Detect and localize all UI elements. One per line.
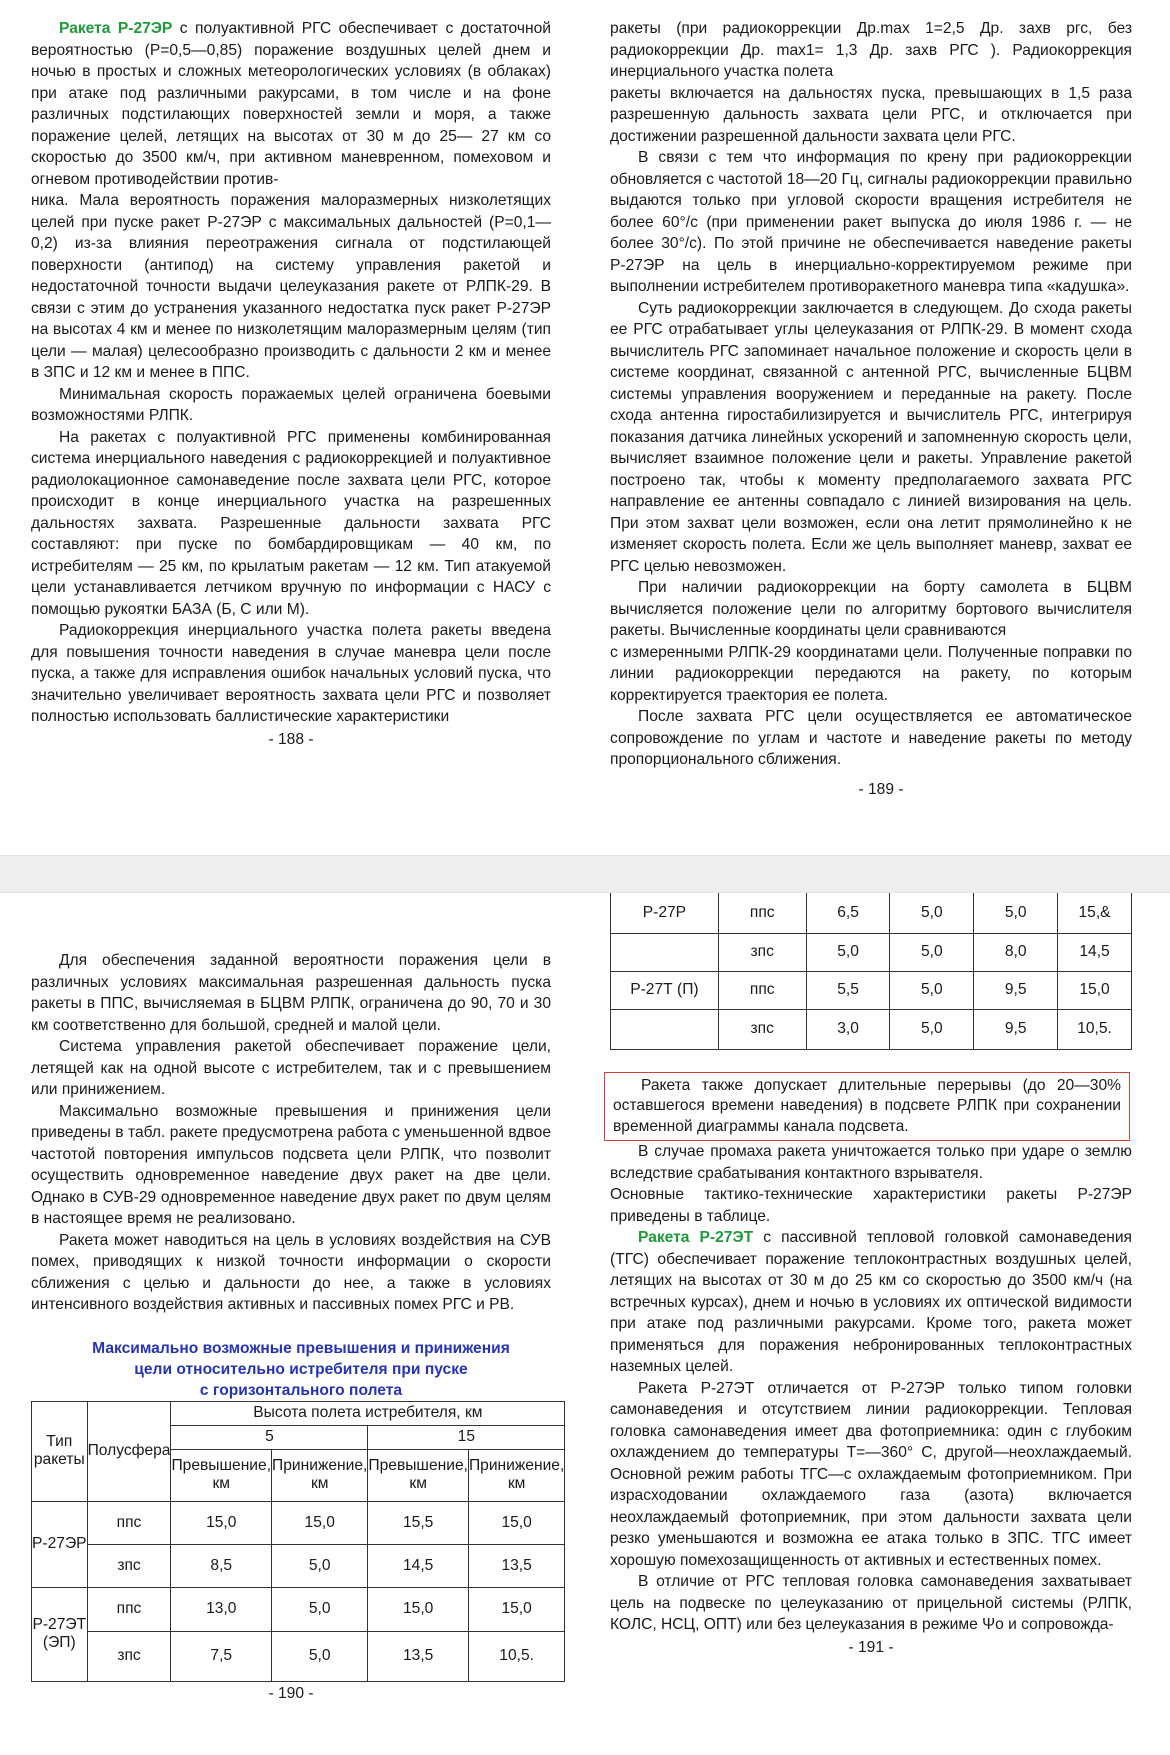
bottom-spread xyxy=(0,893,1170,1755)
paragraph: Основные тактико-технические характеристики ракеты Р-27ЭР приведены в таблице. xyxy=(610,1186,1132,1225)
missile-name-r27et: Ракета Р-27ЭТ xyxy=(638,1229,754,1246)
header-excess: Превышение, км xyxy=(368,1449,469,1501)
missile-name-r27er: Ракета Р-27ЭР xyxy=(59,20,173,37)
table-row: Р-27ЭТ (ЭП) ппс 13,0 5,0 15,0 15,0 xyxy=(32,1587,565,1631)
header-excess: Превышение, км xyxy=(171,1449,272,1501)
table-row: Р-27ЭР ппс 15,0 15,0 15,5 15,0 xyxy=(32,1501,565,1544)
table-row: Р-27Т (П) ппс 5,5 5,0 9,5 15,0 xyxy=(611,971,1132,1009)
paragraph: При наличии радиокоррекции на борту самолета в БЦВМ вычисляется положение цели по алгоритму бортового вычислителя ракеты. Вычисленные координаты цели сравниваются xyxy=(610,579,1132,639)
paragraph: Система управления ракетой обеспечивает поражение цели, летящей как на одной высоте с истребителем, так и с превышением или принижением. xyxy=(31,1038,551,1098)
table-row: зпс 3,0 5,0 9,5 10,5. xyxy=(611,1009,1132,1049)
paragraph: Ракета Р-27ЭТ с пассивной тепловой головкой самонаведения (ТГС) обеспечивает поражение теплоконтрастных воздушных целей, летящих на высотах от 30 м до 25 км со скоростью до 3500 км/ч (на встречных курсах), днем и ночью в условиях их оптической видимости при атаке под различными ракурсами. Кроме того, ракета может применяться для поражения небронированных теплоконтрастных наземных целей. xyxy=(610,1229,1133,1375)
header-missile-type: Тип ракеты xyxy=(32,1401,88,1501)
header-alt-15: 15 xyxy=(368,1425,565,1449)
paragraph: с измеренными РЛПК-29 координатами цели. Полученные поправки по линии радиокоррекции передаются на ракету, по которым корректируется траектория ее полета. xyxy=(610,643,1132,704)
page-number: - 191 - xyxy=(848,1638,894,1656)
page-190 xyxy=(31,950,565,1705)
table-row: зпс 5,0 5,0 8,0 14,5 xyxy=(611,933,1132,971)
page-189 xyxy=(610,18,1132,801)
altitude-table xyxy=(31,1401,565,1682)
top-spread xyxy=(0,0,1170,855)
header-altitude: Высота полета истребителя, км xyxy=(171,1401,565,1425)
highlighted-note: Ракета также допускает длительные перерывы (до 20—30% оставшегося времени наведения) в подсвете РЛПК при сохранении временной диаграммы канала подсвета. xyxy=(604,1072,1130,1142)
altitude-table-continued xyxy=(610,893,1132,1050)
table-title: Максимально возможные превышения и принижения цели относительно истребителя при пуске с горизонтального полета xyxy=(92,1339,510,1399)
paragraph: Ракета Р-27ЭТ отличается от Р-27ЭР только типом головки самонаведения и отсутствием линии радиокоррекции. Тепловая головка самонаведения имеет два фотоприемника: один с глубоким охлаждением до температуры Т=—360° С, другой—неохлаждаемый. Основной режим работы ТГС—с охлаждаемым фотоприемником. При израсходовании охлаждаемого газа (азота) включается неохлаждаемый фотоприемник, при этом дальности захвата цели резко уменьшаются и возможна ее атака только в ЗПС. ТГС имеет хорошую помехозащищенность от активных и естественных помех. xyxy=(610,1379,1132,1569)
header-deficit: Принижение, км xyxy=(272,1449,368,1501)
page-188 xyxy=(31,18,551,751)
paragraph: ракеты (при радиокоррекции Др.max 1=2,5 Др. захв ргс, без радиокоррекции Др. max1= 1,3 Др. захв РГС ). Радиокоррекция инерциального участка полета xyxy=(610,20,1132,80)
paragraph: В отличие от РГС тепловая головка самонаведения захватывает цель на подвеске по целеуказанию от прицельной системы (РЛПК, КОЛС, НСЦ, ОПТ) или без целеуказания в режиме Ψо и сопровожда- xyxy=(610,1573,1132,1633)
header-hemisphere: Полусфера xyxy=(87,1401,171,1501)
header-deficit: Принижение, км xyxy=(468,1449,564,1501)
page-number: - 190 - xyxy=(268,1684,314,1702)
paragraph: Ракета Р-27ЭР с полуактивной РГС обеспечивает с достаточной вероятностью (Р=0,5—0,85) поражение воздушных целей днем и ночью в простых и сложных метеорологических условиях (в облаках) при атаке под различными ракурсами, в том числе и на фоне различных подстилающих поверхностей земли и моря, а также поражение целей, летящих на высотах от 30 м до 25— 27 км со скоростью до 3500 км/ч, при активном маневренном, помеховом и огневом противодействии против- xyxy=(31,20,552,188)
table-row: зпс 7,5 5,0 13,5 10,5. xyxy=(32,1631,565,1681)
page-191 xyxy=(610,893,1132,1659)
paragraph: Максимально возможные превышения и принижения цели приведены в табл. ракете предусмотрена работа с уменьшенной вдвое частотой повторения импульсов подсвета цели РЛПК, что позволит осуществить одновременное наведение двух ракет на две цели. Однако в СУВ-29 одновременное наведение двух ракет по двум целям в настоящее время не реализовано. xyxy=(31,1102,551,1227)
paragraph: Минимальная скорость поражаемых целей ограничена боевыми возможностями РЛПК. xyxy=(31,385,551,424)
paragraph: ника. Мала вероятность поражения малоразмерных низколетящих целей при пуске ракет Р-27ЭР с максимальных дальностей (Р=0,1—0,2) из-за влияния переотражения сигнала от подстилающей поверхности (антипод) на систему управления ракетой и недостаточной точности выдачи целеуказания ракете от РЛПК-29. В связи с этим до устранения указанного недостатка пуск ракет Р-27ЭР на высотах 4 км и менее по низколетящим малоразмерным целям (тип цели — малая) целесообразно производить с дальности 2 км и менее в ЗПС и 12 км и менее в ППС. xyxy=(31,192,551,381)
paragraph: Для обеспечения заданной вероятности поражения цели в различных условиях максимальная разрешенная дальность пуска ракеты в ППС, вычисляемая в БЦВМ РЛПК, ограничена до 90, 70 и 30 км соответственно для большой, средней и малой цели. xyxy=(31,952,551,1034)
spread-divider xyxy=(0,855,1170,893)
paragraph: После захвата РГС цели осуществляется ее автоматическое сопровождение по углам и частоте и наведение ракеты по методу пропорционального сближения. xyxy=(610,708,1132,768)
paragraph: Радиокоррекция инерциального участка полета ракеты введена для повышения точности наведения в случае маневра цели после пуска, а также для исправления ошибок начальных условий пуска, что значительно увеличивает вероятность захвата цели РГС и позволяет полностью использовать баллистические характеристики xyxy=(31,622,551,725)
paragraph: На ракетах с полуактивной РГС применены комбинированная система инерциального наведения с радиокоррекцией и полуактивное радиолокационное самонаведение после захвата цели РГС, которое происходит в конце инерциального участка на разрешенных дальностях захвата. Разрешенные дальности захвата РГС составляют: при пуске по бомбардировщикам — 40 км, по истребителям — 25 км, по крылатым ракетам — 12 км. Тип атакуемой цели устанавливается летчиком вручную по информации с НАСУ с помощью рукоятки БАЗА (Б, С или М). xyxy=(31,428,551,618)
table-row: Р-27Р ппс 6,5 5,0 5,0 15,& xyxy=(611,893,1132,933)
paragraph: Суть радиокоррекции заключается в следующем. До схода ракеты ее РГС отрабатывает углы целеуказания от РЛПК-29. В момент схода вычислитель РГС запоминает начальное положение и скорость цели в системе координат, связанной с антенной РГС, вычисленные БЦВМ системы управления вооружением и переданные на ракету. После схода антенна гиростабилизируется и вычислитель РГС, интегрируя показания датчика линейных ускорений и запомненную скорость цели, вычисляет взаимное положение цели и ракеты. Управление ракетой построено так, чтобы к моменту предполагаемого захвата РГС направление ее антенны совпадало с линией визирования на цель. При этом захват цели возможен, если она летит прямолинейно к не изменяет скорость полета. Если же цель выполняет маневр, захват ее РГС целью невозможен. xyxy=(610,299,1132,575)
paragraph: В связи с тем что информация по крену при радиокоррекции обновляется с частотой 18—20 Гц, сигналы радиокоррекции правильно выдаются только при угловой скорости вращения истребителя не более 60°/с (при применении ракет выпуска до июля 1986 г. — не более 30°/с). По этой причине не обеспечивается наведение ракеты Р-27ЭР на цель в инерциально-корректируемом режиме при выполнении истребителем противоракетного маневра типа «кадушка». xyxy=(610,149,1132,295)
page-number: - 189 - xyxy=(858,780,904,798)
paragraph: ракеты включается на дальностях пуска, превышающих в 1,5 раза разрешенную дальность захвата цели РГС, и отключается при достижении разрешенной дальности захвата цели РГС. xyxy=(610,84,1132,145)
paragraph: Ракета может наводиться на цель в условиях воздействия на СУВ помех, приводящих к низкой точности информации о скорости сближения с целью и дальности до нее, а также в условиях интенсивного воздействия активных и пассивных помех РГС и РВ. xyxy=(31,1231,551,1313)
page-number: - 188 - xyxy=(268,730,314,748)
header-alt-5: 5 xyxy=(171,1425,368,1449)
table-row: зпс 8,5 5,0 14,5 13,5 xyxy=(32,1544,565,1587)
paragraph: В случае промаха ракета уничтожается только при ударе о землю вследствие срабатывания контактного взрывателя. xyxy=(610,1143,1132,1182)
